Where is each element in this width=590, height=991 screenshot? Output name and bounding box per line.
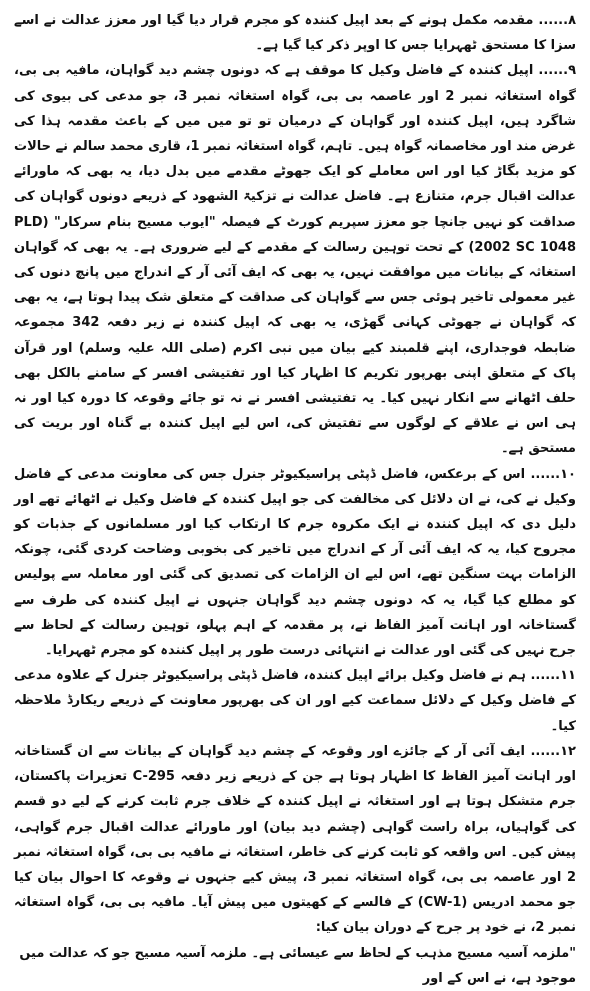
paragraph-text: ہم نے فاضل وکیل برائے اپیل کنندہ، فاضل ڈپٹی پراسیکیوٹر جنرل کے علاوہ مدعی کے فاضل وکیل کے دلائل سماعت کیے اور ان کی بھرپور معاونت کے ذریعے ریکارڈ ملاحظہ کیا۔ [14, 668, 576, 734]
paragraph-number: ٨...... [538, 13, 576, 28]
paragraph-text: اس کے برعکس، فاضل ڈپٹی پراسیکیوٹر جنرل جس کی معاونت مدعی کے فاضل وکیل نے کی، نے ان دلائل کی مخالفت کی جو اپیل کنندہ کے فاضل وکیل نے اٹھائے تھے اور دلیل دی کہ اپیل کنندہ نے ایک مکروہ جرم کا ارتکاب کیا اور مسلمانوں کے جذبات کو مجروح کیا، یہ کہ ایف آئی آر کے اندراج میں تاخیر کی بخوبی وضاحت کردی گئی، چونکہ الزامات بہت سنگین تھے، اس لیے ان الزامات کی تصدیق کی گئی اور معاملہ سے پولیس کو مطلع کیا گیا، یہ کہ دونوں چشم دید گواہان جنہوں نے اپیل کنندہ کی طرف سے گستاخانہ اور اہانت آمیز الفاظ نے، پر مقدمہ کے اہم پہلو، توہین رسالت کے لحاظ سے جرح نہیں کی گئی اور عدالت نے انتہائی درست طور پر اپیل کنندہ کو مجرم ٹھہرایا۔ [14, 466, 576, 659]
quoted-statement: "ملزمہ آسیہ مسیح مذہب کے لحاظ سے عیسائی ہے۔ ملزمہ آسیہ مسیح جو کہ عدالت میں موجود ہے، نے اس کے اور [19, 945, 576, 986]
paragraph-10 [14, 462, 576, 664]
paragraph-8 [14, 8, 576, 58]
paragraph-11 [14, 663, 576, 739]
paragraph-number: ١٠...... [530, 466, 576, 482]
paragraph-number: ١٢...... [530, 743, 576, 759]
paragraph-9 [14, 58, 576, 461]
paragraph-text: مقدمہ مکمل ہونے کے بعد اپیل کنندہ کو مجرم قرار دیا گیا اور معزز عدالت نے اسے سزا کا مستحق ٹھہرایا جس کا اوپر ذکر کیا گیا ہے۔ [14, 13, 576, 54]
paragraph-number: ٩...... [538, 63, 576, 79]
paragraph-text: ایف آئی آر کے جائزے اور وقوعہ کے چشم دید گواہان کے بیانات سے ان گستاخانہ اور اہانت آمیز الفاظ کا اظہار ہوتا ہے جن کے ذریعے زیر دفعہ C-295 تعزیرات پاکستان، جرم متشکل ہوتا ہے اور استغاثہ نے اپیل کنندہ کے خلاف جرم ثابت کرنے کے لیے دو قسم کی گواہیاں، براہ راست گواہی (چشم دید بیان) اور ماورائے عدالت اقبال جرم گواہی، پیش کیں۔ اس واقعہ کو ثابت کرنے کی خاطر، استغاثہ نے مافیہ بی بی، گواہ استغاثہ نمبر 2 اور عاصمہ بی بی، گواہ استغاثہ نمبر 3، پیش کیے جنہوں نے وقوعہ کا احوال بیان کیا جو محمد ادریس (CW-1) کے فالسے کے کھیتوں میں پیش آیا۔ مافیہ بی بی، گواہ استغاثہ نمبر 2، نے خود پر جرح کے دوران بیان کیا: [14, 743, 576, 936]
paragraph-text: اپیل کنندہ کے فاضل وکیل کا موقف ہے کہ دونوں چشم دید گواہان، مافیہ بی بی، گواہ استغاثہ نمبر 2 اور عاصمہ بی بی، گواہ استغاثہ نمبر 3، جو مدعی کی بیوی کی شاگرد ہیں، اپیل کنندہ اور گواہان کے درمیان تو تو میں میں کے باعث مقدمہ ہذا کی غرض مند اور مخاصمانہ گواہ ہیں۔ تاہم، گواہ استغاثہ نمبر 1، قاری محمد سالم نے حالات کو مزید بگاڑ کیا اور اس معاملے کو ایک جھوٹے مقدمے میں بدل دیا، یہ بھی کہ ماورائے عدالت اقبال جرم، متنازع ہے۔ فاضل عدالت نے تزکیۃ الشھود کے ذریعے دونوں گواہان کی صداقت کو نہیں جانچا جو معزز سپریم کورٹ کے فیصلہ "ایوب مسیح بنام سرکار" (PLD 2002 SC 1048) کے تحت توہین رسالت کے مقدمے کے لیے ضروری ہے۔ یہ بھی کہ گواہان استغاثہ کے بیانات میں موافقت نہیں، یہ بھی کہ ایف آئی آر کے اندراج میں پانچ دنوں کی غیر معمولی تاخیر ہوئی جس سے گواہان کی صداقت کے متعلق شک پیدا ہوتا ہے، یہ بھی کہ گواہان نے جھوٹی کہانی گھڑی، یہ بھی کہ اپیل کنندہ نے زیر دفعہ 342 مجموعہ ضابطہ فوجداری، اپنے قلمبند کیے بیان میں نبی اکرم (صلی اللہ علیہ وسلم) اور قرآن پاک کے متعلق اپنی بھرپور تکریم کا اظہار کیا اور تفتیشی افسر کے سامنے بالکل بھی حلف اٹھانے سے انکار نہیں کیا۔ یہ تفتیشی افسر نے نہ تو جائے وقوعہ کا دورہ کیا اور نہ ہی اس نے علاقے کے لوگوں سے تفتیش کی، اس لیے اپیل کنندہ بے گناہ اور بریت کی مستحق ہے۔ [14, 63, 576, 457]
paragraph-12 [14, 739, 576, 941]
paragraph-number: ١١...... [530, 668, 576, 684]
